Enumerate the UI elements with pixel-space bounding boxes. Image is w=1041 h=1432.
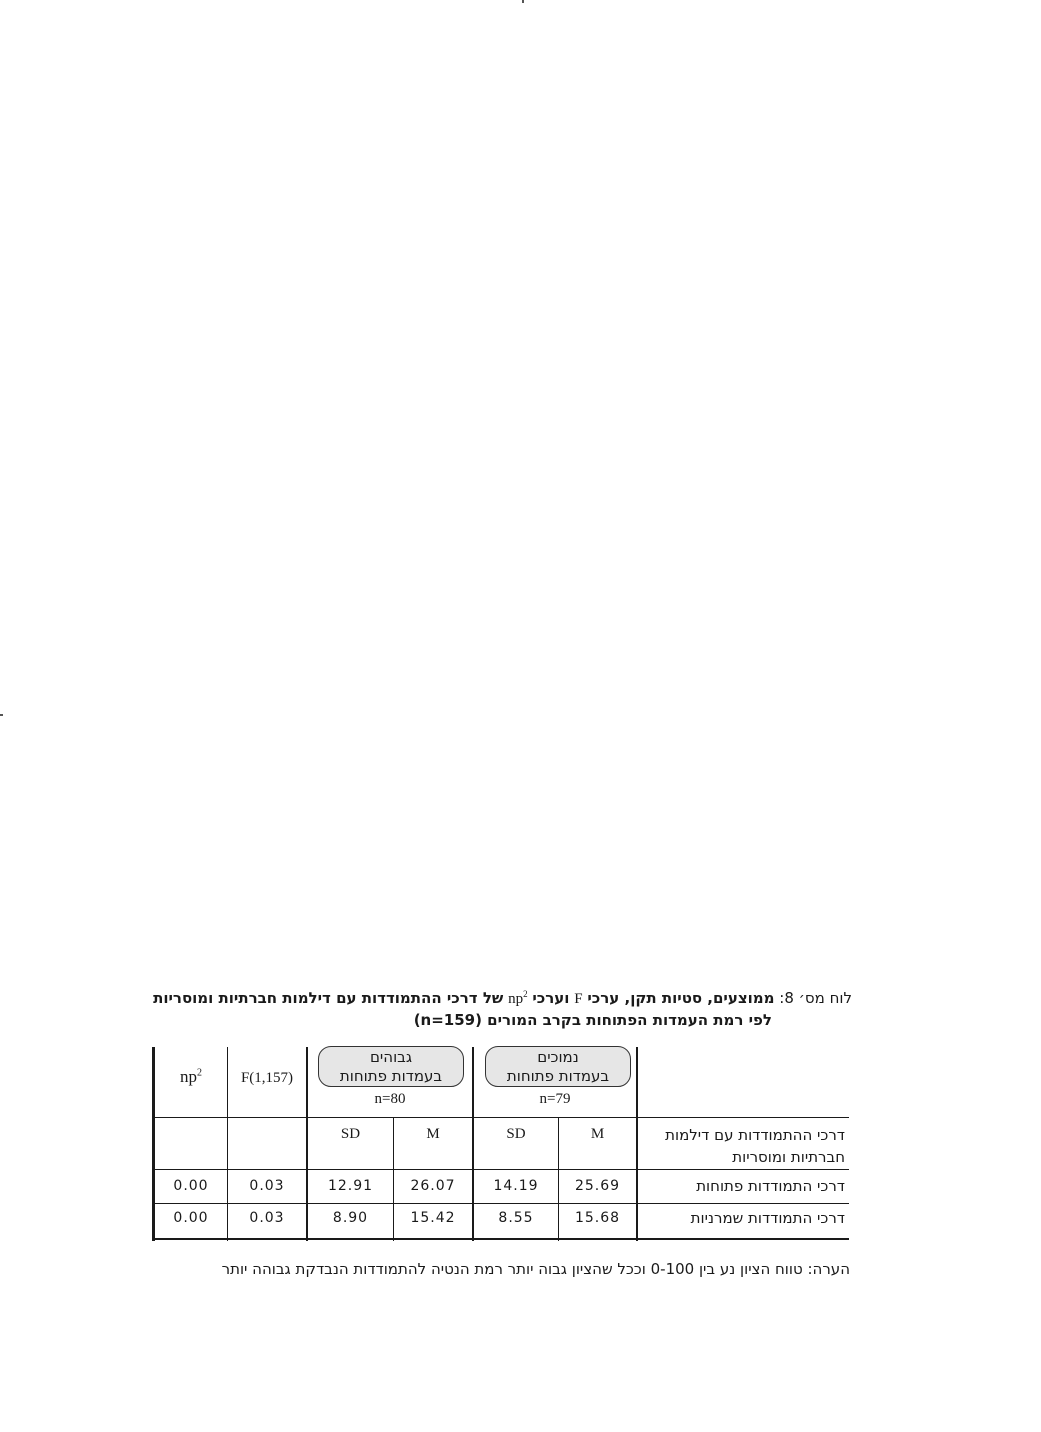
- table-bottom-rule: [152, 1238, 849, 1240]
- row1-label: דרכי התמודדות פתוחות: [696, 1177, 845, 1195]
- header-f-statistic: F(1,157): [240, 1070, 294, 1086]
- row1-sd-low: 14.19: [493, 1178, 539, 1194]
- caption-eta-base: np: [508, 991, 524, 1007]
- subheader-row-label: דרכי ההתמודדות עם דילמות חברתיות ומוסריות: [665, 1126, 845, 1166]
- effect-size-base: np: [180, 1067, 197, 1086]
- row1-m-high: 26.07: [410, 1178, 456, 1194]
- group-label-low: [485, 1046, 631, 1087]
- row1-m-low: 25.69: [574, 1178, 621, 1194]
- subheader-m-low: M: [590, 1126, 605, 1142]
- caption-eta-sup: 2: [523, 989, 528, 999]
- caption-bold-part-2: של דרכי ההתמודדות עם דילמות חברתיות ומוסריות: [153, 989, 504, 1007]
- row-rule: [152, 1203, 849, 1204]
- subheader-sd-low: SD: [506, 1126, 526, 1142]
- group-label-high: [318, 1046, 464, 1087]
- header-effect-size: [155, 1067, 227, 1087]
- scan-mark: [522, 0, 524, 3]
- group-low-line-1: נמוכים: [537, 1048, 579, 1066]
- column-divider: [636, 1047, 638, 1241]
- results-table: [152, 1047, 849, 1241]
- row2-sd-low: 8.55: [498, 1210, 534, 1226]
- caption-line-2: לפי רמת העמדות הפתוחות בקרב המורים (n=159): [413, 1011, 772, 1029]
- group-low-n: n=79: [539, 1091, 571, 1107]
- row-rule: [152, 1169, 849, 1170]
- row1-sd-high: 12.91: [327, 1178, 374, 1194]
- subheader-sd-high: SD: [340, 1126, 361, 1142]
- group-high-n: n=80: [374, 1091, 406, 1107]
- row2-label: דרכי התמודדות שמרניות: [690, 1209, 845, 1227]
- table-note: הערה: טווח הציון נע בין 0-100 וככל שהציון גבוה יותר רמת הנטיה להתמודדות הנבדקת גבוהה יותר: [221, 1260, 850, 1278]
- row1-f: 0.03: [249, 1178, 285, 1194]
- row2-m-high: 15.42: [410, 1210, 456, 1226]
- caption-line-1: [150, 984, 852, 1010]
- subheader-m-high: M: [426, 1126, 440, 1142]
- group-high-line-2: בעמדות פתוחות: [339, 1067, 443, 1085]
- group-high-line-1: גבוהים: [369, 1048, 413, 1066]
- caption-f-symbol: F: [574, 991, 583, 1007]
- caption-eta-symbol: [508, 991, 528, 1007]
- group-low-line-2: בעמדות פתוחות: [506, 1067, 610, 1085]
- row2-np2: 0.00: [173, 1210, 209, 1226]
- caption-and-values: וערכי: [532, 989, 570, 1007]
- row2-sd-high: 8.90: [332, 1210, 369, 1226]
- row2-f: 0.03: [249, 1210, 285, 1226]
- header-rule: [152, 1117, 849, 1118]
- caption-prefix: לוח מס׳ 8:: [779, 989, 852, 1007]
- table-caption: [150, 984, 852, 1031]
- row1-np2: 0.00: [173, 1178, 209, 1194]
- row2-m-low: 15.68: [574, 1210, 621, 1226]
- scan-mark: [0, 714, 3, 716]
- caption-bold-part-1: ממוצעים, סטיות תקן, ערכי: [587, 989, 775, 1007]
- effect-size-sup: 2: [197, 1067, 202, 1079]
